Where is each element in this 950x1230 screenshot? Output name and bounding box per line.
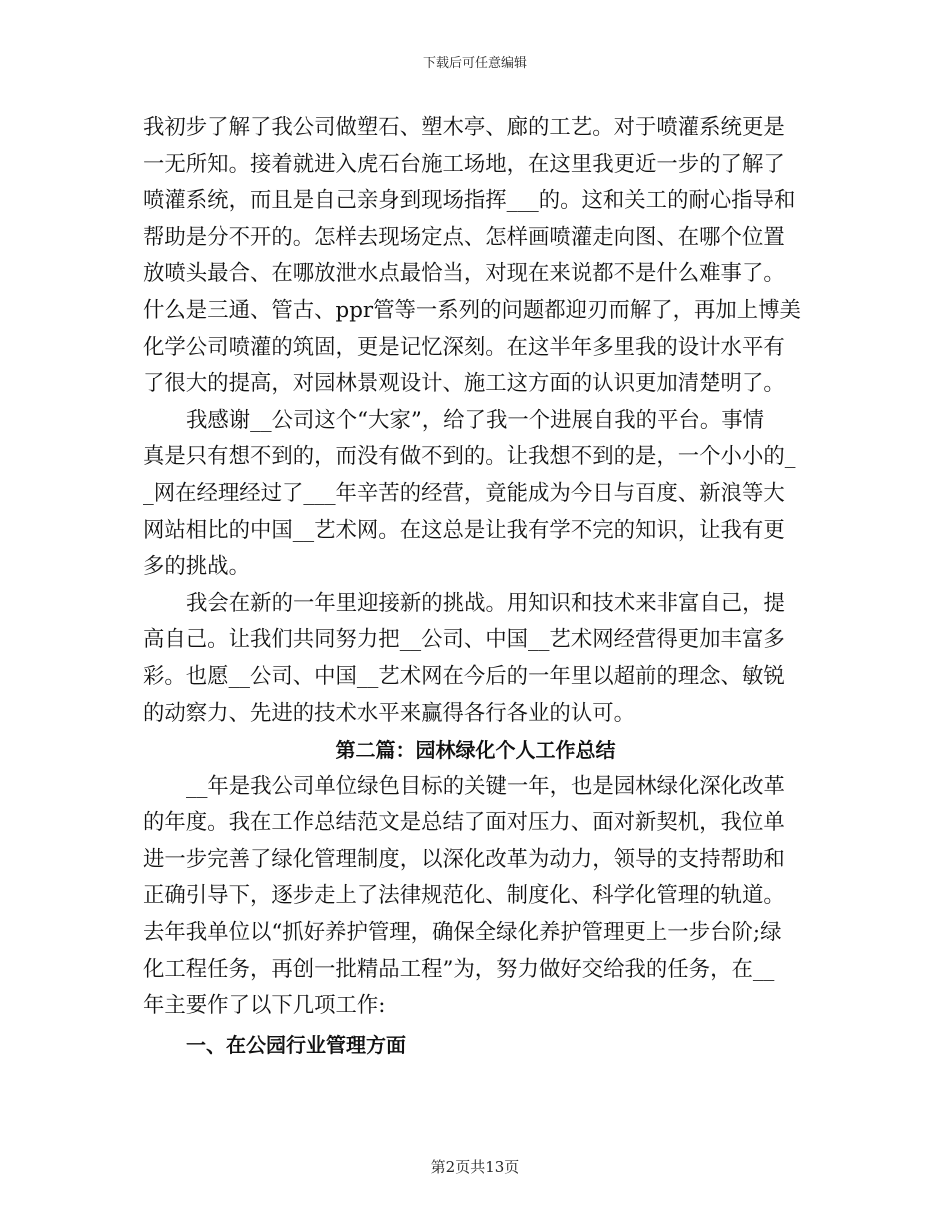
text-line: 网站相比的中国__艺术网。在这总是让我有学不完的知识，让我有更 — [143, 517, 785, 543]
text-line: 年主要作了以下几项工作: — [143, 993, 386, 1019]
text-line: 我感谢__公司这个“大家”，给了我一个进展自我的平台。事情 — [186, 407, 765, 433]
paragraph-1 — [143, 110, 808, 403]
text-line: 正确引导下，逐步走上了法律规范化、制度化、科学化管理的轨道。 — [143, 883, 785, 909]
paragraph-3 — [143, 586, 808, 732]
text-line: 多的挑战。 — [143, 554, 250, 580]
page-number: 第2页共13页 — [430, 1158, 520, 1176]
text-line: 放喷头最合、在哪放泄水点最恰当，对现在来说都不是什么难事了。 — [143, 261, 785, 287]
text-line: 化工程任务，再创一批精品工程”为，努力做好交给我的任务，在__ — [143, 956, 775, 982]
text-line: 我会在新的一年里迎接新的挑战。用知识和技术来非富自己，提 — [186, 590, 785, 616]
text-line: 真是只有想不到的，而没有做不到的。让我想不到的是，一个小小的_ — [143, 444, 796, 470]
section-title: 第二篇：园林绿化个人工作总结 — [335, 738, 616, 763]
text-line: 进一步完善了绿化管理制度，以深化改革为动力，领导的支持帮助和 — [143, 846, 785, 872]
text-line: 的动察力、先进的技术水平来赢得各行各业的认可。 — [143, 700, 635, 726]
text-line: 一无所知。接着就进入虎石台施工场地，在这里我更近一步的了解了 — [143, 151, 785, 177]
text-line: 什么是三通、管古、ppr管等一系列的问题都迎刃而解了，再加上博美 — [143, 297, 801, 323]
paragraph-4 — [143, 769, 808, 1025]
text-line: _网在经理经过了___年辛苦的经营，竟能成为今日与百度、新浪等大 — [143, 480, 785, 506]
text-line: __年是我公司单位绿色目标的关键一年，也是园林绿化深化改革 — [186, 773, 785, 799]
text-line: 去年我单位以“抓好养护管理，确保全绿化养护管理更上一步台阶;绿 — [143, 920, 782, 946]
text-line: 彩。也愿__公司、中国__艺术网在今后的一年里以超前的理念、敏锐 — [143, 663, 785, 689]
text-line: 化学公司喷灌的筑固，更是记忆深刻。在这半年多里我的设计水平有 — [143, 334, 785, 360]
paragraph-2 — [143, 403, 808, 586]
document-body — [143, 110, 808, 1063]
text-line: 的年度。我在工作总结范文是总结了面对压力、面对新契机，我位单 — [143, 810, 785, 836]
text-line: 高自己。让我们共同努力把__公司、中国__艺术网经营得更加丰富多 — [143, 627, 785, 653]
text-line: 了很大的提高，对园林景观设计、施工这方面的认识更加清楚明了。 — [143, 371, 785, 397]
text-line: 我初步了解了我公司做塑石、塑木亭、廊的工艺。对于喷灌系统更是 — [143, 115, 785, 140]
sub-title: 一、在公园行业管理方面 — [186, 1032, 406, 1057]
text-line: 喷灌系统，而且是自己亲身到现场指挥___的。这和关工的耐心指导和 — [143, 188, 796, 214]
page-header: 下载后可任意编辑 — [422, 56, 527, 71]
text-line: 帮助是分不开的。怎样去现场定点、怎样画喷灌走向图、在哪个位置 — [143, 224, 785, 250]
